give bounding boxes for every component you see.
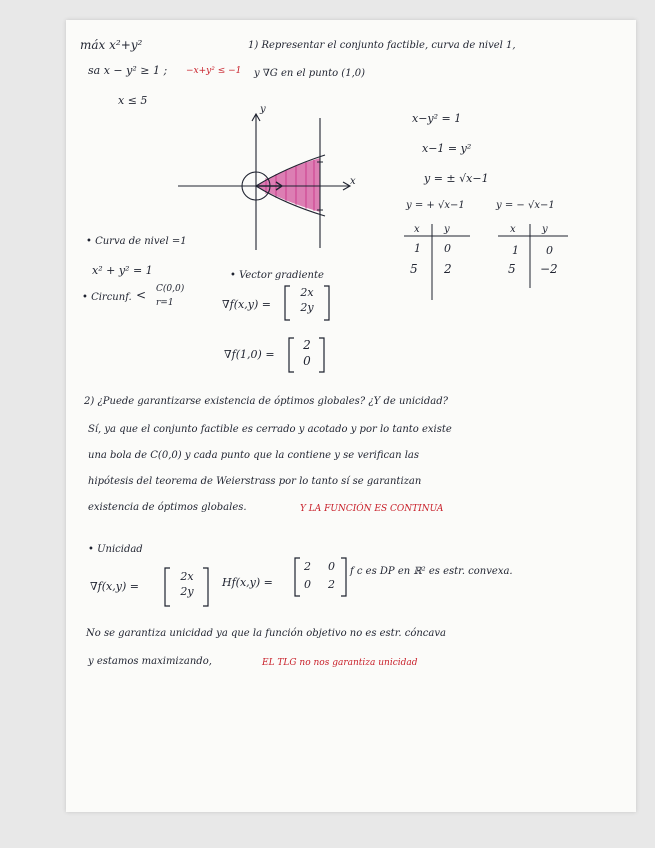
gradient-point-2: 0 [303, 354, 311, 368]
circle-label: • Circunf. [82, 292, 132, 303]
table2-r2-y: −2 [540, 262, 558, 276]
conclusion-line2: y estamos maximizando, [88, 656, 212, 667]
unicity-grad-1: 2x [180, 570, 194, 583]
unicity-grad-2: 2y [180, 585, 194, 598]
constraint-1-rewritten: −x+y² ≤ −1 [186, 66, 242, 76]
derivation-line-3: y = ± √x−1 [424, 172, 489, 185]
conclusion-red-note: EL TLG no nos garantiza unicidad [262, 658, 418, 668]
table2-r1-x: 1 [512, 244, 519, 257]
table1-head-x: x [414, 224, 420, 235]
hessian-22: 2 [328, 578, 335, 591]
hessian-11: 2 [304, 560, 311, 573]
gradient-title: • Vector gradiente [230, 270, 324, 281]
constraint-2: x ≤ 5 [118, 94, 148, 107]
gradient-point-1: 2 [303, 338, 311, 352]
circle-brace: < [136, 288, 147, 302]
derivation-line-1: x−y² = 1 [412, 112, 462, 125]
unicity-title: • Unicidad [88, 544, 143, 555]
part2-question: 2) ¿Puede garantizarse existencia de óptimos globales? ¿Y de unicidad? [84, 396, 448, 407]
hessian-12: 0 [328, 560, 335, 573]
table1-r2-x: 5 [410, 262, 418, 276]
hessian-note: f c es DP en ℝ² es estr. convexa. [350, 566, 513, 577]
feasible-region-shading [256, 158, 320, 212]
part2-answer-line2: una bola de C(0,0) y cada punto que la contiene y se verifican las [88, 450, 420, 461]
circle-center: C(0,0) [156, 284, 185, 294]
derivation-line-4: y = + √x−1 [406, 200, 465, 211]
table2-r1-y: 0 [546, 244, 553, 257]
table2-head-x: x [510, 224, 516, 235]
gradient-vec-2: 2y [300, 301, 314, 314]
gradient-vector [292, 286, 322, 314]
part1-title-line2: y ∇G en el punto (1,0) [254, 68, 366, 79]
objective-text: máx x²+y² [80, 38, 143, 52]
level-curve-title: • Curva de nivel =1 [86, 236, 187, 247]
graph-y-label: y [260, 104, 266, 115]
gradient-at-point: ∇f(1,0) = [224, 348, 275, 361]
hessian-21: 0 [304, 578, 311, 591]
conclusion-line1: No se garantiza unicidad ya que la función objetivo no es estr. cóncava [86, 628, 446, 639]
unicity-gradient-lhs: ∇f(x,y) = [90, 580, 139, 593]
derivation-line-2: x−1 = y² [422, 142, 472, 155]
constraint-1: sa x − y² ≥ 1 ; [88, 64, 168, 77]
level-curve-equation: x² + y² = 1 [92, 264, 153, 277]
gradient-vec-1: 2x [300, 286, 314, 299]
part2-answer-line4: existencia de óptimos globales. [88, 502, 247, 513]
graph-x-label: x [350, 176, 356, 187]
table1-r2-y: 2 [444, 262, 452, 276]
part1-title-line1: 1) Representar el conjunto factible, curva de nivel 1, [248, 40, 516, 51]
part2-answer-line3: hipótesis del teorema de Weierstrass por lo tanto sí se garantizan [88, 476, 422, 487]
unicity-gradient-vector [170, 570, 204, 598]
table1-head-y: y [444, 224, 450, 235]
hessian-lhs: Hf(x,y) = [222, 576, 273, 589]
part2-answer-red-note: Y LA FUNCIÓN ES CONTINUA [300, 504, 444, 514]
circle-radius: r=1 [156, 298, 174, 308]
table2-r2-x: 5 [508, 262, 516, 276]
derivation-line-5: y = − √x−1 [496, 200, 555, 211]
table1-r1-x: 1 [414, 242, 421, 255]
gradient-point-vector [296, 338, 318, 368]
gradient-lhs: ∇f(x,y) = [222, 298, 271, 311]
table2-head-y: y [542, 224, 548, 235]
part2-answer-line1: Sí, ya que el conjunto factible es cerrado y acotado y por lo tanto existe [88, 424, 452, 435]
table1-r1-y: 0 [444, 242, 451, 255]
